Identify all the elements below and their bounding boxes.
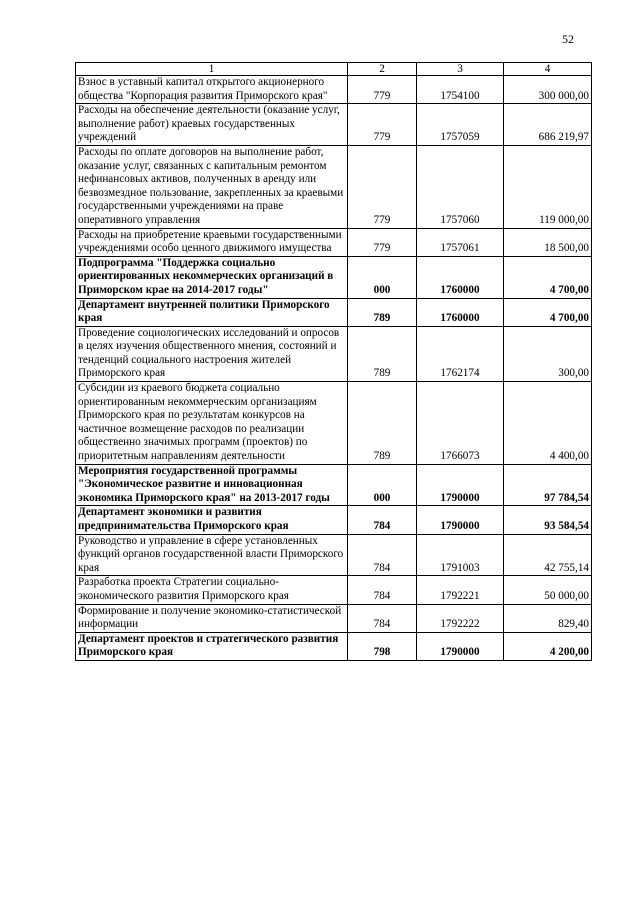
row-department-code-cell: 779 [348, 145, 417, 228]
row-target-article-cell: 1790000 [417, 506, 504, 534]
table-row [76, 534, 592, 576]
row-name-cell: Расходы на обеспечение деятельности (оказание услуг, выполнение работ) краевых государственных учреждений [76, 104, 348, 146]
table-row [76, 632, 592, 660]
row-department-code-cell: 798 [348, 632, 417, 660]
row-target-article-cell: 1790000 [417, 464, 504, 506]
row-department-code-cell: 789 [348, 382, 417, 465]
row-target-article-cell: 1757061 [417, 228, 504, 256]
row-name-cell: Формирование и получение экономико-статистической информации [76, 604, 348, 632]
row-department-code-cell: 789 [348, 298, 417, 326]
table-row [76, 382, 592, 465]
row-amount-cell: 119 000,00 [504, 145, 592, 228]
row-target-article-cell: 1760000 [417, 256, 504, 298]
row-target-article-cell: 1792221 [417, 576, 504, 604]
column-header-4: 4 [504, 63, 592, 76]
row-amount-cell: 42 755,14 [504, 534, 592, 576]
table-row [76, 228, 592, 256]
row-amount-cell: 18 500,00 [504, 228, 592, 256]
row-department-code-cell: 784 [348, 604, 417, 632]
row-name-cell: Мероприятия государственной программы "Экономическое развитие и инновационная экономика Приморского края" на 2013-2017 годы [76, 464, 348, 506]
row-name-cell: Департамент проектов и стратегического развития Приморского края [76, 632, 348, 660]
row-target-article-cell: 1766073 [417, 382, 504, 465]
table-header-row [76, 63, 592, 76]
column-header-3: 3 [417, 63, 504, 76]
row-target-article-cell: 1791003 [417, 534, 504, 576]
row-name-cell: Подпрограмма "Поддержка социально ориентированных некоммерческих организаций в Приморском крае на 2014-2017 годы" [76, 256, 348, 298]
table-row [76, 326, 592, 381]
row-name-cell: Проведение социологических исследований и опросов в целях изучения общественного мнения, состояний и тенденций социального настроения жителей Приморского края [76, 326, 348, 381]
row-department-code-cell: 784 [348, 534, 417, 576]
table-row [76, 604, 592, 632]
table-row [76, 298, 592, 326]
row-target-article-cell: 1762174 [417, 326, 504, 381]
page-number: 52 [562, 32, 574, 46]
row-amount-cell: 4 200,00 [504, 632, 592, 660]
row-amount-cell: 93 584,54 [504, 506, 592, 534]
row-department-code-cell: 784 [348, 506, 417, 534]
column-header-1: 1 [76, 63, 348, 76]
row-amount-cell: 4 700,00 [504, 298, 592, 326]
table-row [76, 576, 592, 604]
row-name-cell: Расходы по оплате договоров на выполнение работ, оказание услуг, связанных с капитальным ремонтом нефинансовых активов, полученных в аренду или безвозмездное пользование, закрепленных за краевыми государственными учреждениями на праве оперативного управления [76, 145, 348, 228]
budget-table [75, 62, 592, 661]
row-amount-cell: 829,40 [504, 604, 592, 632]
table-row [76, 464, 592, 506]
table-row [76, 506, 592, 534]
row-target-article-cell: 1790000 [417, 632, 504, 660]
table-row [76, 145, 592, 228]
row-amount-cell: 4 400,00 [504, 382, 592, 465]
row-name-cell: Взнос в уставный капитал открытого акционерного общества "Корпорация развития Приморского края" [76, 76, 348, 104]
row-amount-cell: 300 000,00 [504, 76, 592, 104]
row-amount-cell: 686 219,97 [504, 104, 592, 146]
column-header-2: 2 [348, 63, 417, 76]
row-name-cell: Субсидии из краевого бюджета социально ориентированным некоммерческим организациям Приморского края по результатам конкурсов на частичное возмещение расходов по реализации общественно значимых программ (проектов) по приоритетным направлениям деятельности [76, 382, 348, 465]
row-amount-cell: 4 700,00 [504, 256, 592, 298]
row-amount-cell: 300,00 [504, 326, 592, 381]
table-row [76, 104, 592, 146]
table-row [76, 256, 592, 298]
row-department-code-cell: 779 [348, 76, 417, 104]
row-target-article-cell: 1760000 [417, 298, 504, 326]
row-department-code-cell: 000 [348, 464, 417, 506]
row-target-article-cell: 1757060 [417, 145, 504, 228]
row-name-cell: Разработка проекта Стратегии социально-экономического развития Приморского края [76, 576, 348, 604]
row-name-cell: Департамент внутренней политики Приморского края [76, 298, 348, 326]
row-target-article-cell: 1757059 [417, 104, 504, 146]
row-department-code-cell: 789 [348, 326, 417, 381]
row-target-article-cell: 1792222 [417, 604, 504, 632]
row-department-code-cell: 000 [348, 256, 417, 298]
row-amount-cell: 50 000,00 [504, 576, 592, 604]
row-name-cell: Руководство и управление в сфере установленных функций органов государственной власти Приморского края [76, 534, 348, 576]
row-name-cell: Расходы на приобретение краевыми государственными учреждениями особо ценного движимого имущества [76, 228, 348, 256]
row-amount-cell: 97 784,54 [504, 464, 592, 506]
row-name-cell: Департамент экономики и развития предпринимательства Приморского края [76, 506, 348, 534]
row-department-code-cell: 779 [348, 104, 417, 146]
table-row [76, 76, 592, 104]
row-department-code-cell: 779 [348, 228, 417, 256]
row-department-code-cell: 784 [348, 576, 417, 604]
row-target-article-cell: 1754100 [417, 76, 504, 104]
